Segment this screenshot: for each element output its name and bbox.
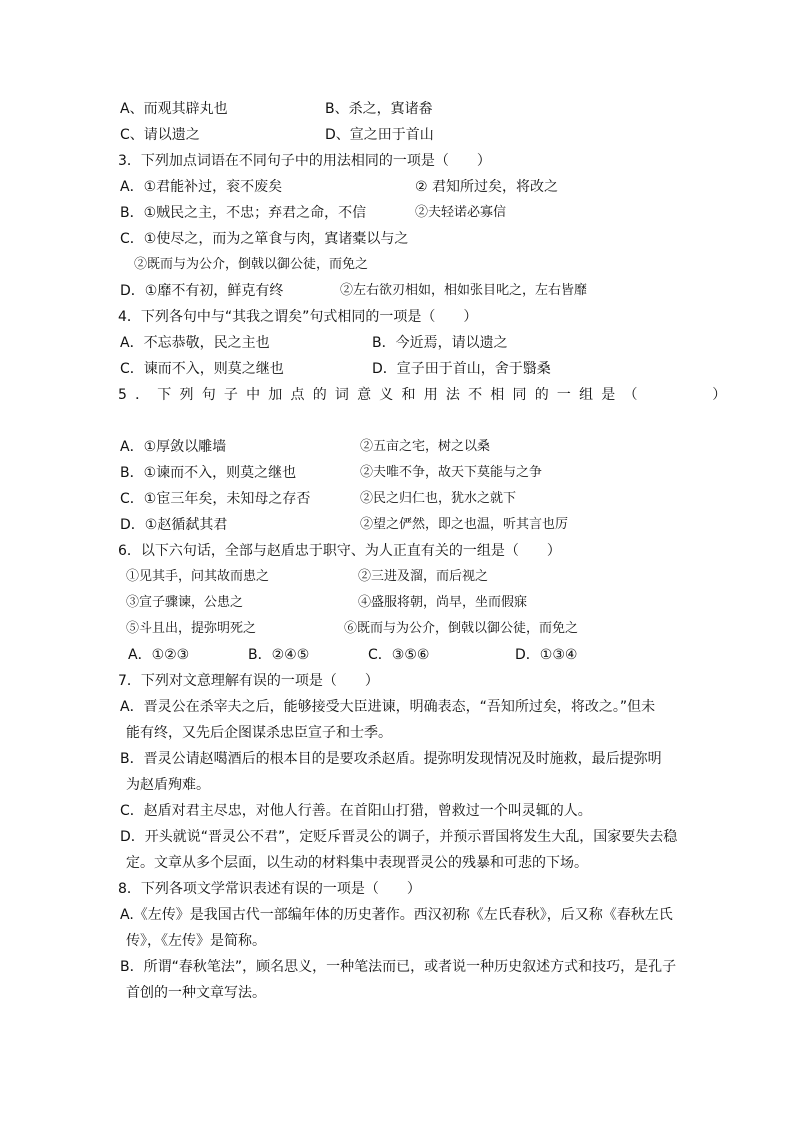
q5-option-a-2: ②五亩之宅，树之以桑 (360, 439, 491, 454)
q2-option-d: D、宣之田于首山 (325, 127, 434, 143)
q6-option-c: C．③⑤⑥ (368, 647, 430, 663)
q6-sentence-4: ④盛服将朝，尚早，坐而假寐 (358, 595, 528, 610)
q5-option-c-2: ②民之归仁也，犹水之就下 (360, 491, 517, 506)
q6-sentence-6: ⑥既而与为公介，倒戟以御公徒，而免之 (344, 621, 579, 636)
q6-stem: 6．以下六句话，全部与赵盾忠于职守、为人正直有关的一组是（ ） (118, 543, 561, 559)
q7-option-a-line-2: 能有终，又先后企图谋杀忠臣宣子和士季。 (126, 725, 392, 741)
q3-option-c-2: ②既而与为公介，倒戟以御公徒，而免之 (134, 257, 369, 272)
q6-option-b: B．②④⑤ (248, 647, 310, 663)
q2-option-b: B、杀之，寘诸畚 (325, 101, 433, 117)
q4-option-d: D．宣子田于首山，舍于翳桑 (372, 361, 551, 377)
q6-sentence-2: ②三进及溜，而后视之 (358, 569, 489, 584)
q3-option-d-2: ②左右欲刃相如，相如张目叱之，左右皆靡 (340, 283, 588, 298)
q2-option-c: C、请以遗之 (120, 127, 200, 143)
q7-option-a-line-1: A．晋灵公在杀宰夫之后，能够接受大臣进谏，明确表态，“吾知所过矣，将改之。”但未 (120, 699, 656, 715)
q2-option-a: A、而观其辟丸也 (120, 101, 228, 117)
q8-option-a-line-2: 传》，《左传》是简称。 (126, 933, 266, 949)
q3-option-b-2: ②夫轻诺必寡信 (415, 205, 507, 220)
q5-option-a-1: A．①厚敛以雕墙 (120, 439, 227, 455)
q8-stem: 8．下列各项文学常识表述有误的一项是（ ） (118, 881, 421, 897)
q6-option-d: D．①③④ (515, 647, 578, 663)
q8-option-a-line-1: A.《左传》是我国古代一部编年体的历史著作。西汉初称《左氏春秋》，后又称《春秋左氏 (120, 907, 673, 923)
q3-option-c-1: C．①使尽之，而为之箪食与肉，寘诸橐以与之 (120, 231, 409, 247)
q4-option-b: B．今近焉，请以遗之 (372, 335, 508, 351)
q6-sentence-1: ①见其手，问其故而患之 (126, 569, 270, 584)
q4-option-a: A．不忘恭敬，民之主也 (120, 335, 270, 351)
q5-option-c-1: C．①宦三年矣，未知母之存否 (120, 491, 311, 507)
q4-option-c: C．谏而不入，则莫之继也 (120, 361, 284, 377)
q3-option-d-1: D．①靡不有初，鲜克有终 (120, 283, 284, 299)
q6-option-a: A．①②③ (128, 647, 190, 663)
q7-option-b-line-1: B．晋灵公请赵噶酒后的根本目的是要攻杀赵盾。提弥明发现情况及时施救，最后提弥明 (120, 751, 662, 767)
q7-stem: 7．下列对文意理解有误的一项是（ ） (118, 673, 379, 689)
q3-stem: 3．下列加点词语在不同句子中的用法相同的一项是（ ） (118, 153, 491, 169)
q5-stem: 5．下列句子中加点的词意义和用法不相同的一组是（ ） (118, 387, 735, 403)
q6-sentence-5: ⑤斗且出，提弥明死之 (126, 621, 257, 636)
q3-option-a-1: A．①君能补过，衮不废矣 (120, 179, 283, 195)
q7-option-d-line-1: D．开头就说“晋灵公不君”，定贬斥晋灵公的调子，并预示晋国将发生大乱，国家要失去稳 (120, 829, 678, 845)
q8-option-b-line-2: 首创的一种文章写法。 (126, 985, 266, 1001)
q5-option-b-1: B．①谏而不入，则莫之继也 (120, 465, 297, 481)
q5-option-d-1: D．①赵循弑其君 (120, 517, 228, 533)
q3-option-a-2: ② 君知所过矣，将改之 (415, 179, 559, 195)
q7-option-b-line-2: 为赵盾殉难。 (126, 777, 210, 793)
q8-option-b-line-1: B．所谓“春秋笔法”，顾名思义，一种笔法而已，或者说一种历史叙述方式和技巧，是孔子 (120, 959, 677, 975)
q4-stem: 4．下列各句中与“其我之谓矣”句式相同的一项是（ ） (118, 309, 478, 325)
q3-option-b-1: B．①贼民之主，不忠；弃君之命，不信 (120, 205, 367, 221)
q5-option-b-2: ②夫唯不争，故天下莫能与之争 (360, 465, 543, 480)
q5-option-d-2: ②望之俨然，即之也温，听其言也厉 (360, 517, 569, 532)
q7-option-c: C．赵盾对君主尽忠，对他人行善。在首阳山打猎，曾救过一个叫灵辄的人。 (120, 803, 592, 819)
q6-sentence-3: ③宣子骤谏，公患之 (126, 595, 244, 610)
q7-option-d-line-2: 定。文章从多个层面，以生动的材料集中表现晋灵公的残暴和可悲的下场。 (126, 855, 588, 871)
